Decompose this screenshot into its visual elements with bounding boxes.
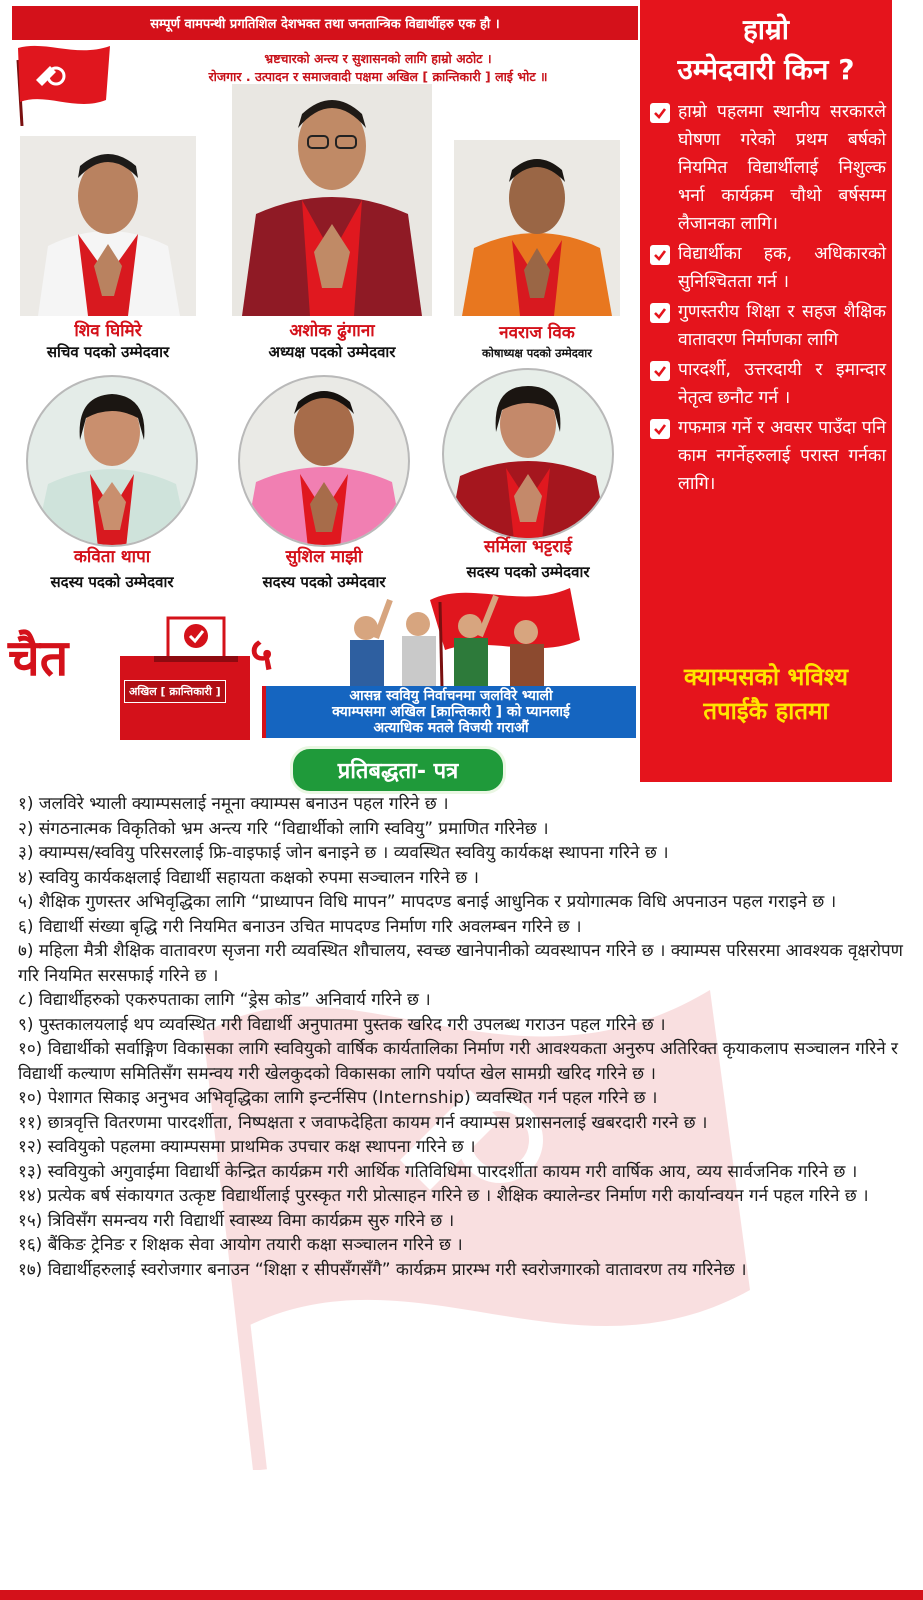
pledge-item: १२) स्ववियुको पहलमा क्याम्पसमा प्राथमिक उपचार कक्ष स्थापना गरिने छ । — [18, 1137, 476, 1157]
pledge-item: ४) स्ववियु कार्यकक्षलाई विद्यार्थी सहायता कक्षको रुपमा सञ्चालन गरिने छ । — [18, 867, 479, 888]
election-day: ५ — [250, 629, 273, 680]
candidate-card-member-3 — [426, 368, 630, 588]
unity-banner: सम्पूर्ण वामपन्थी प्रगतिशिल देशभक्त तथा जनतान्त्रिक विद्यार्थीहरु एक हौ । — [12, 6, 638, 40]
appeal-line-3: अत्याधिक मतले विजयी गराऔं — [373, 720, 529, 736]
pledge-item: २) संगठनात्मक विकृतिको भ्रम अन्त्य गरि “विद्यार्थीको लागि स्ववियु” प्रमाणित गरिनेछ । — [18, 818, 549, 839]
candidate-name: कविता थापा — [73, 547, 151, 567]
checkbox-checked-icon — [650, 245, 670, 265]
why-reason — [650, 98, 886, 238]
future-slogan-line-1: क्याम्पसको भविश्य — [683, 663, 849, 691]
future-slogan — [640, 660, 892, 728]
why-reason-text: विद्यार्थीका हक, अधिकारको सुनिश्चितता गर्न । — [678, 244, 886, 292]
candidate-card-member-2 — [226, 374, 422, 596]
checkbox-checked-icon — [650, 303, 670, 323]
candidate-role: सदस्य पदको उम्मेदवार — [466, 563, 590, 581]
candidate-name: अशोक ढुंगाना — [289, 321, 375, 341]
pledge-item: १३) स्ववियुको अगुवाईमा विद्यार्थी केन्द्रित कार्यक्रम गरी आर्थिक गतिविधिमा पारदर्शीता कायम गरी वार्षिक आय, व्यय सार्वजनिक गरिने छ । — [18, 1161, 858, 1182]
candidate-name: सर्मिला भट्टराई — [484, 537, 572, 557]
pledge-item: ९) पुस्तकालयलाई थप व्यवस्थित गरी विद्यार्थी अनुपातमा पुस्तक खरिद गरी उपलब्ध गराउन पहल गरिने छ । — [18, 1014, 666, 1035]
ballot-label: अखिल [ क्रान्तिकारी ] — [124, 680, 226, 703]
candidate-card-member-1 — [14, 374, 210, 596]
ballot-box-icon — [120, 610, 250, 740]
pledge-item: ७) महिला मैत्री शैक्षिक वातावरण सृजना गरी व्यवस्थित शौचालय, स्वच्छ खानेपानीको व्यवस्थापन गरिने छ । क्याम्पस परिसरमा आवश्यक वृक्षरोपण गरि नियमित सरसफाई गरिने छ । — [18, 941, 903, 986]
pledge-item: ११) छात्रवृत्ति वितरणमा पारदर्शीता, निष्पक्षता र जवाफदेहिता कायम गर्न क्याम्पस प्रशासनलाई खबरदारी गरने छ । — [18, 1112, 708, 1133]
voting-appeal — [262, 686, 636, 738]
checkbox-checked-icon — [650, 419, 670, 439]
why-reason — [650, 240, 886, 296]
pledge-item: १) जलविरे भ्याली क्याम्पसलाई नमूना क्याम्पस बनाउन पहल गरिने छ । — [18, 794, 449, 814]
candidate-name: सुशिल माझी — [285, 547, 363, 567]
pledge-item: १०) विद्यार्थीको सर्वाङ्गिण विकासका लागि स्ववियुको वार्षिक कार्यतालिका निर्माण गरी आवश्यकता अनुरुप अतिरिक्त कृयाकलाप सञ्चालन गरिने र विद्यार्थी कल्याण समितिसँग समन्वय गरी खेलकुदको विकासका लागि पर्याप्त खेल सामग्री खरिद गरिने छ । — [18, 1039, 898, 1084]
why-title — [640, 10, 892, 90]
why-reason — [650, 414, 886, 498]
candidate-role: सदस्य पदको उम्मेदवार — [50, 573, 174, 591]
pledge-item: १०) पेशागत सिकाइ अनुभव अभिवृद्धिका लागि इन्टर्नसिप (Internship) व्यवस्थित गर्न पहल गरिने छ । — [18, 1088, 658, 1108]
candidate-photo — [8, 136, 208, 316]
candidate-photo — [426, 368, 630, 540]
future-slogan-line-2: तपाईकै हातमा — [703, 697, 829, 725]
candidate-role: कोषाध्यक्ष पदको उम्मेदवार — [482, 346, 592, 360]
pledge-item: १४) प्रत्येक बर्ष संकायगत उत्कृष्ट विद्यार्थीलाई पुरस्कृत गरी प्रोत्साहन गरिने छ । शैक्षिक क्यालेन्डर निर्माण गरी कार्यान्वयन गर्न पहल गरिने छ । — [18, 1186, 869, 1206]
candidate-role: सचिव पदको उम्मेदवार — [46, 343, 170, 361]
pledge-item: ८) विद्यार्थीहरुको एकरुपताका लागि “ड्रेस कोड” अनिवार्य गरिने छ । — [18, 990, 431, 1010]
pledge-title: प्रतिबद्धता- पत्र — [290, 746, 506, 794]
candidate-photo — [446, 140, 628, 316]
why-reason-text: गफमात्र गर्ने र अवसर पाउँदा पनि काम नगर्नेहरुलाई परास्त गर्नका लागि। — [678, 418, 886, 494]
pledge-list — [18, 792, 908, 1282]
why-reasons-list — [650, 98, 886, 500]
slogan-line-2: रोजगार . उत्पादन र समाजवादी पक्षमा अखिल [ क्रान्तिकारी ] लाई भोट ॥ — [208, 69, 548, 84]
why-title-line-2: उम्मेदवारी किन ? — [677, 53, 855, 86]
why-reason-text: गुणस्तरीय शिक्षा र सहज शैक्षिक वातावरण निर्माणका लागि — [678, 302, 886, 350]
why-reason-text: पारदर्शी, उत्तरदायी र इमान्दार नेतृत्व छनौट गर्न । — [678, 360, 886, 408]
party-flag-icon — [6, 40, 116, 126]
pledge-item: १५) त्रिविसँग समन्वय गरी विद्यार्थी स्वास्थ्य विमा कार्यक्रम सुरु गरिने छ । — [18, 1210, 455, 1231]
checkbox-checked-icon — [650, 103, 670, 123]
candidate-photo — [222, 84, 442, 316]
why-title-line-1: हाम्रो — [742, 13, 790, 46]
candidate-card-president — [222, 84, 442, 366]
pledge-item: १६) बैंकिङ ट्रेनिङ र शिक्षक सेवा आयोग तयारी कक्षा सञ्चालन गरिने छ । — [18, 1235, 463, 1255]
election-month: चैत — [8, 629, 69, 687]
candidate-card-treasurer — [446, 140, 628, 366]
candidate-photo — [14, 374, 210, 548]
bottom-red-bar — [0, 1590, 923, 1600]
ballot-box — [120, 610, 250, 740]
checkbox-checked-icon — [650, 361, 670, 381]
why-reason — [650, 298, 886, 354]
candidate-photo — [226, 374, 422, 548]
pledge-item: ५) शैक्षिक गुणस्तर अभिवृद्धिका लागि “प्राध्यापन विधि मापन” मापदण्ड बनाई आधुनिक र प्रयोगात्मक विधि अपनाउन पहल गराइने छ । — [18, 892, 837, 912]
why-candidacy-panel — [640, 0, 892, 782]
candidate-role: सदस्य पदको उम्मेदवार — [262, 573, 386, 591]
why-reason-text: हाम्रो पहलमा स्थानीय सरकारले घोषणा गरेको प्रथम बर्षको नियमित विद्यार्थीलाई निशुल्क भर्ना कार्यक्रम चौथो बर्षसम्म लैजानका लागि। — [678, 102, 886, 234]
candidate-name: नवराज विक — [499, 323, 575, 343]
candidate-card-secretary — [8, 136, 208, 366]
slogan-block — [118, 50, 638, 86]
candidate-role: अध्यक्ष पदको उम्मेदवार — [268, 343, 396, 361]
appeal-line-2: क्याम्पसमा अखिल [क्रान्तिकारी ] को प्यानलाई — [332, 704, 570, 720]
slogan-line-1: भ्रष्टचारको अन्त्य र सुशासनको लागि हाम्रो अठोट । — [264, 51, 492, 66]
appeal-line-1: आसन्न स्ववियु निर्वाचनमा जलविरे भ्याली — [349, 688, 553, 704]
why-reason — [650, 356, 886, 412]
pledge-item: ३) क्याम्पस/स्ववियु परिसरलाई फ्रि-वाइफाई जोन बनाइने छ । व्यवस्थित स्ववियु कार्यकक्ष स्थापना गरिने छ । — [18, 843, 669, 863]
pledge-item: ६) विद्यार्थी संख्या बृद्धि गरी नियमित बनाउन उचित मापदण्ड निर्माण गरि अवलम्बन गरिने छ । — [18, 916, 582, 937]
pledge-item: १७) विद्यार्थीहरुलाई स्वरोजगार बनाउन “शिक्षा र सीपसँगसँगै” कार्यक्रम प्रारम्भ गरी स्वरोजगारको वातावरण तय गरिनेछ । — [18, 1259, 747, 1280]
candidate-name: शिव घिमिरे — [74, 321, 142, 341]
protest-crowd-illustration — [320, 580, 630, 688]
